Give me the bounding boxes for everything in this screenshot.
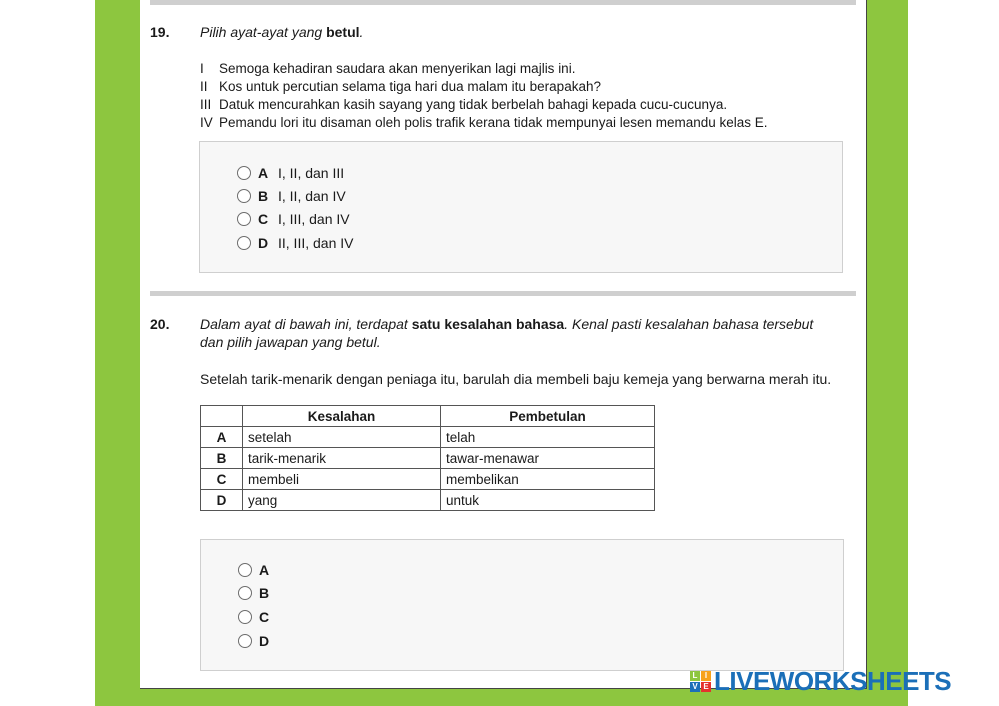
option-text: II, III, dan IV (278, 235, 354, 251)
table-header-empty (201, 406, 243, 427)
statement-text: Pemandu lori itu disaman oleh polis trafik kerana tidak mempunyai lesen memandu kelas E. (219, 115, 768, 130)
table-row (201, 448, 655, 469)
q19-statement-2 (200, 78, 601, 96)
row-kesalahan: yang (243, 490, 441, 511)
option-letter: B (259, 585, 270, 601)
q20-table (200, 405, 655, 511)
q20-option-b[interactable] (238, 584, 279, 602)
q19-prompt-suffix: . (359, 24, 364, 40)
q20-prompt-line2 (200, 333, 381, 351)
q20-option-c[interactable] (238, 608, 279, 626)
option-letter: A (258, 165, 269, 181)
radio-button[interactable] (238, 610, 252, 624)
q20-option-d[interactable] (238, 632, 279, 650)
q19-option-b[interactable] (237, 187, 346, 205)
liveworksheets-logo[interactable] (690, 666, 951, 697)
q19-answer-box (199, 141, 843, 273)
row-pembetulan: untuk (441, 490, 655, 511)
row-letter: B (201, 448, 243, 469)
q20-option-a[interactable] (238, 561, 279, 579)
radio-button[interactable] (238, 563, 252, 577)
option-letter: C (259, 609, 270, 625)
roman-numeral: I (200, 61, 204, 76)
q20-prompt-italic-1: Dalam ayat di bawah ini, terdapat (200, 316, 408, 332)
question-separator (150, 291, 856, 296)
q19-option-a[interactable] (237, 164, 344, 182)
logo-block-l: L (690, 671, 700, 681)
table-header-pembetulan: Pembetulan (441, 406, 655, 427)
q20-prompt-italic-2: . Kenal pasti kesalahan bahasa tersebut (564, 316, 814, 332)
radio-button[interactable] (237, 236, 251, 250)
logo-icon (690, 671, 711, 692)
row-kesalahan: setelah (243, 427, 441, 448)
row-kesalahan: membeli (243, 469, 441, 490)
table-row (201, 427, 655, 448)
q19-option-c[interactable] (237, 210, 350, 228)
q19-prompt-bold: betul (326, 24, 360, 40)
q20-answer-box (200, 539, 844, 671)
row-pembetulan: telah (441, 427, 655, 448)
option-text: I, III, dan IV (278, 211, 350, 227)
logo-block-v: V (690, 682, 700, 692)
q19-number: 19. (150, 24, 170, 40)
table-header-row (201, 406, 655, 427)
roman-numeral: IV (200, 115, 213, 130)
option-letter: B (258, 188, 269, 204)
q19-statement-3 (200, 96, 727, 114)
option-letter: D (258, 235, 269, 251)
table-row (201, 490, 655, 511)
statement-text: Datuk mencurahkan kasih sayang yang tidak berbelah bahagi kepada cucu-cucunya. (219, 97, 728, 112)
q19-prompt (200, 23, 363, 41)
option-letter: A (259, 562, 270, 578)
q19-statement-1 (200, 60, 575, 78)
q20-prompt (200, 315, 858, 333)
q20-sentence: Setelah tarik-menarik dengan peniaga itu, barulah dia membeli baju kemeja yang berwarna merah itu. (200, 371, 832, 387)
top-separator (150, 0, 856, 5)
radio-button[interactable] (238, 586, 252, 600)
q19-prompt-prefix: Pilih ayat-ayat yang (200, 24, 323, 40)
q20-prompt-bold: satu kesalahan bahasa (411, 316, 565, 332)
roman-numeral: II (200, 79, 208, 94)
row-pembetulan: tawar-menawar (441, 448, 655, 469)
option-letter: D (259, 633, 270, 649)
q20-prompt-line2-text: dan pilih jawapan yang betul. (200, 334, 381, 350)
roman-numeral: III (200, 97, 212, 112)
logo-text: LIVEWORKSHEETS (714, 666, 952, 696)
row-letter: C (201, 469, 243, 490)
table-row (201, 469, 655, 490)
table-header-kesalahan: Kesalahan (243, 406, 441, 427)
q19-statement-4 (200, 114, 768, 132)
radio-button[interactable] (237, 166, 251, 180)
q20-number: 20. (150, 316, 170, 332)
statement-text: Kos untuk percutian selama tiga hari dua malam itu berapakah? (219, 79, 601, 94)
option-text: I, II, dan III (278, 165, 345, 181)
statement-text: Semoga kehadiran saudara akan menyerikan lagi majlis ini. (219, 61, 576, 76)
radio-button[interactable] (237, 212, 251, 226)
row-letter: A (201, 427, 243, 448)
logo-block-e: E (701, 682, 711, 692)
worksheet-page (140, 0, 867, 689)
option-letter: C (258, 211, 269, 227)
radio-button[interactable] (237, 189, 251, 203)
radio-button[interactable] (238, 634, 252, 648)
q19-option-d[interactable] (237, 234, 353, 252)
row-kesalahan: tarik-menarik (243, 448, 441, 469)
option-text: I, II, dan IV (278, 188, 346, 204)
row-pembetulan: membelikan (441, 469, 655, 490)
logo-block-i: I (701, 671, 711, 681)
row-letter: D (201, 490, 243, 511)
